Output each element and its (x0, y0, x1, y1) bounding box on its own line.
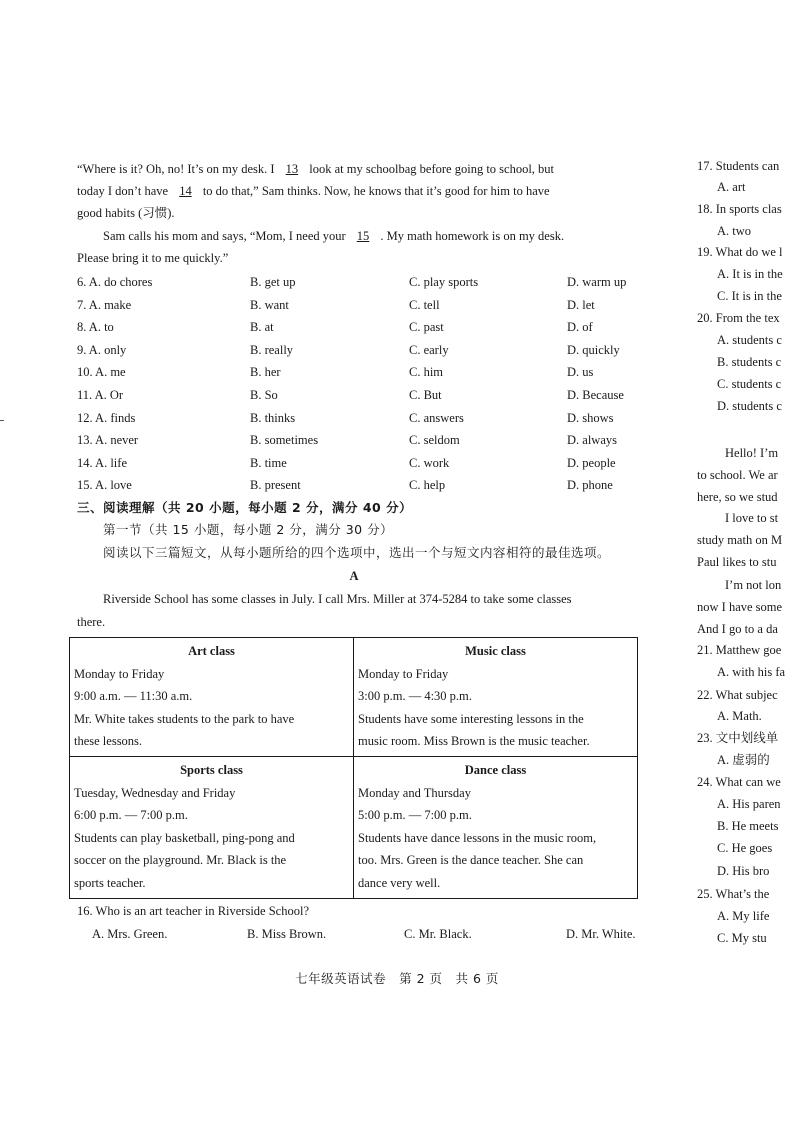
passage-label: A (349, 569, 359, 583)
instruction: 阅读以下三篇短文，从每小题所给的四个选项中，选出一个与短文内容相符的最佳选项。 (103, 545, 611, 560)
choice-option[interactable]: C. work (409, 455, 450, 470)
choice-option[interactable]: B. want (250, 297, 289, 312)
choice-option[interactable]: 14. A. life (77, 455, 127, 470)
dance-class-cell (354, 756, 638, 898)
cropped-line: Hello! I’m (725, 446, 779, 460)
music-class-title: Music class (465, 644, 526, 658)
cropped-line: C. It is in the (717, 289, 782, 303)
dance-class-title: Dance class (464, 762, 527, 777)
cropped-line: 24. What can we (697, 775, 781, 789)
choice-option[interactable]: D. always (567, 433, 617, 448)
cropped-line: 25. What’s the (697, 887, 770, 901)
choice-option[interactable]: 10. A. me (77, 365, 126, 380)
choice-option[interactable]: C. early (409, 342, 449, 357)
music-class-desc: Students have some interesting lessons in the (358, 711, 584, 726)
music-class-days: Monday to Friday (358, 666, 449, 681)
cropped-line: D. His bro (717, 864, 770, 878)
cropped-line: 20. From the tex (697, 311, 780, 325)
sports-class-desc: soccer on the playground. Mr. Black is the (74, 853, 287, 868)
cropped-line: Paul likes to stu (697, 555, 777, 569)
cropped-line: study math on M (697, 533, 783, 547)
art-class-days: Monday to Friday (74, 666, 165, 681)
choice-option[interactable]: D. warm up (567, 275, 627, 289)
text: . My math homework is on my desk. (380, 229, 565, 243)
art-class-desc: these lessons. (74, 734, 143, 749)
choice-option[interactable]: B. get up (250, 275, 296, 289)
sports-class-desc: sports teacher. (74, 875, 146, 890)
text: “Where is it? Oh, no! It’s on my desk. I (77, 162, 275, 176)
cropped-line: 21. Matthew goe (697, 643, 782, 657)
cropped-line: A. My life (717, 909, 770, 923)
cropped-line: 18. In sports clas (697, 202, 782, 216)
choice-option[interactable]: B. time (250, 455, 287, 470)
blank-15: 15 (356, 229, 370, 243)
choice-option[interactable]: B. thinks (250, 410, 296, 425)
choice-option[interactable]: D. Because (567, 388, 624, 402)
passage-intro-1: Riverside School has some classes in July. I call Mrs. Miller at 374-5284 to take some classes (103, 592, 572, 606)
choice-option[interactable]: 7. A. make (77, 297, 132, 312)
choice-option[interactable]: B. really (250, 342, 294, 357)
choice-option[interactable]: D. shows (567, 410, 614, 425)
blank-14: 14 (179, 184, 192, 198)
choice-option[interactable]: B. at (250, 320, 274, 335)
choice-option[interactable]: B. her (250, 365, 281, 380)
choice-option[interactable]: C. play sports (409, 275, 479, 289)
choice-option[interactable]: 6. A. do chores (77, 275, 153, 289)
cloze-line-4 (103, 227, 564, 245)
passage-intro-2: there. (77, 615, 106, 629)
cropped-line: D. students c (717, 399, 782, 413)
choice-option[interactable]: 13. A. never (77, 433, 139, 448)
cropped-line: C. He goes (717, 841, 773, 855)
choice-option[interactable]: 8. A. to (77, 320, 114, 335)
cropped-line: C. My stu (717, 931, 767, 945)
cropped-line: now I have some (697, 600, 783, 614)
section-heading: 三、阅读理解（共 20 小题，每小题 2 分，满分 40 分） (77, 500, 413, 515)
music-class-desc: music room. Miss Brown is the music teacher. (358, 734, 590, 749)
choice-option[interactable]: D. phone (567, 478, 613, 493)
art-class-cell (70, 638, 354, 757)
choice-option[interactable]: 9. A. only (77, 342, 127, 357)
dance-class-days: Monday and Thursday (358, 785, 471, 800)
cropped-line: I love to st (725, 511, 779, 525)
cropped-line: A. Math. (717, 709, 762, 723)
cropped-line: to school. We ar (697, 468, 778, 482)
choice-option[interactable]: B. sometimes (250, 433, 319, 448)
part-heading: 第一节（共 15 小题，每小题 2 分，满分 30 分） (103, 522, 394, 537)
cloze-line-1 (77, 160, 554, 178)
dance-class-desc: dance very well. (358, 875, 441, 890)
cropped-line: And I go to a da (697, 622, 778, 636)
blank-13: 13 (285, 162, 299, 176)
cropped-line: C. students c (717, 377, 782, 391)
choice-option[interactable]: 12. A. finds (77, 410, 136, 425)
art-class-time: 9:00 a.m. — 11:30 a.m. (74, 689, 193, 704)
sports-class-cell (70, 756, 354, 898)
text: look at my schoolbag before going to school, but (309, 162, 555, 176)
dance-class-desc: too. Mrs. Green is the dance teacher. She can (358, 853, 584, 868)
choice-option[interactable]: D. people (567, 455, 616, 470)
choice-option[interactable]: C. him (409, 365, 444, 380)
q16-option-a[interactable]: A. Mrs. Green. (92, 927, 168, 941)
choice-option[interactable]: B. So (250, 388, 278, 402)
cropped-line: A. art (717, 180, 746, 194)
cropped-line: B. students c (717, 355, 782, 369)
choice-option[interactable]: C. help (409, 478, 446, 493)
cropped-line: A. students c (717, 333, 782, 347)
text: today I don’t have (77, 184, 169, 198)
sports-class-title: Sports class (180, 762, 243, 777)
choice-option[interactable]: C. answers (409, 410, 464, 425)
cropped-line: A. His paren (717, 797, 781, 811)
choice-option[interactable]: D. let (567, 297, 595, 312)
choice-option[interactable]: C. tell (409, 297, 440, 312)
cropped-line: 22. What subjec (697, 688, 778, 702)
margin-mark (0, 420, 4, 421)
q16-option-b[interactable]: B. Miss Brown. (247, 927, 327, 941)
cropped-line: I’m not lon (725, 578, 782, 592)
text: to do that,” Sam thinks. Now, he knows that it’s good for him to have (202, 184, 550, 198)
choice-option[interactable]: D. quickly (567, 342, 620, 357)
cropped-line: A. with his fa (717, 665, 786, 679)
cropped-line: 17. Students can (697, 159, 780, 173)
cloze-line-5: Please bring it to me quickly.” (77, 251, 229, 265)
question-16-stem: 16. Who is an art teacher in Riverside School? (77, 904, 309, 918)
cropped-line: A. two (717, 224, 752, 238)
cloze-line-2 (77, 182, 550, 200)
art-class-desc: Mr. White takes students to the park to have (74, 711, 295, 726)
cloze-line-3: good habits (习惯). (77, 206, 175, 220)
q16-option-c[interactable]: C. Mr. Black. (404, 927, 472, 941)
choice-option[interactable]: B. present (250, 478, 301, 493)
cropped-line: 19. What do we l (697, 245, 783, 259)
right-column-cropped (697, 0, 794, 1125)
cropped-line: A. 虚弱的 (717, 753, 770, 767)
cropped-line: here, so we stud (697, 490, 778, 504)
cropped-line: 23. 文中划线单 (697, 731, 779, 745)
choice-option[interactable]: C. past (409, 320, 444, 335)
choice-option[interactable]: C. But (409, 388, 442, 402)
choice-option[interactable]: D. of (567, 320, 593, 335)
music-class-cell (354, 638, 638, 757)
art-class-title: Art class (188, 644, 235, 658)
choice-option[interactable]: D. us (567, 365, 594, 380)
sports-class-desc: Students can play basketball, ping-pong and (74, 830, 295, 845)
choice-option[interactable]: C. seldom (409, 433, 460, 448)
choice-option[interactable]: 15. A. love (77, 478, 132, 493)
dance-class-time: 5:00 p.m. — 7:00 p.m. (358, 808, 472, 823)
sports-class-days: Tuesday, Wednesday and Friday (74, 785, 236, 800)
text: Sam calls his mom and says, “Mom, I need your (103, 229, 346, 243)
cropped-line: A. It is in the (717, 267, 783, 281)
q16-option-d[interactable]: D. Mr. White. (566, 927, 636, 941)
cropped-line: B. He meets (717, 819, 779, 833)
music-class-time: 3:00 p.m. — 4:30 p.m. (358, 689, 472, 704)
page-footer: 七年级英语试卷 第 2 页 共 6 页 (295, 971, 499, 986)
choice-option[interactable]: 11. A. Or (77, 388, 124, 402)
sports-class-time: 6:00 p.m. — 7:00 p.m. (74, 808, 188, 823)
dance-class-desc: Students have dance lessons in the music room, (358, 830, 597, 845)
class-schedule-table (69, 637, 638, 899)
